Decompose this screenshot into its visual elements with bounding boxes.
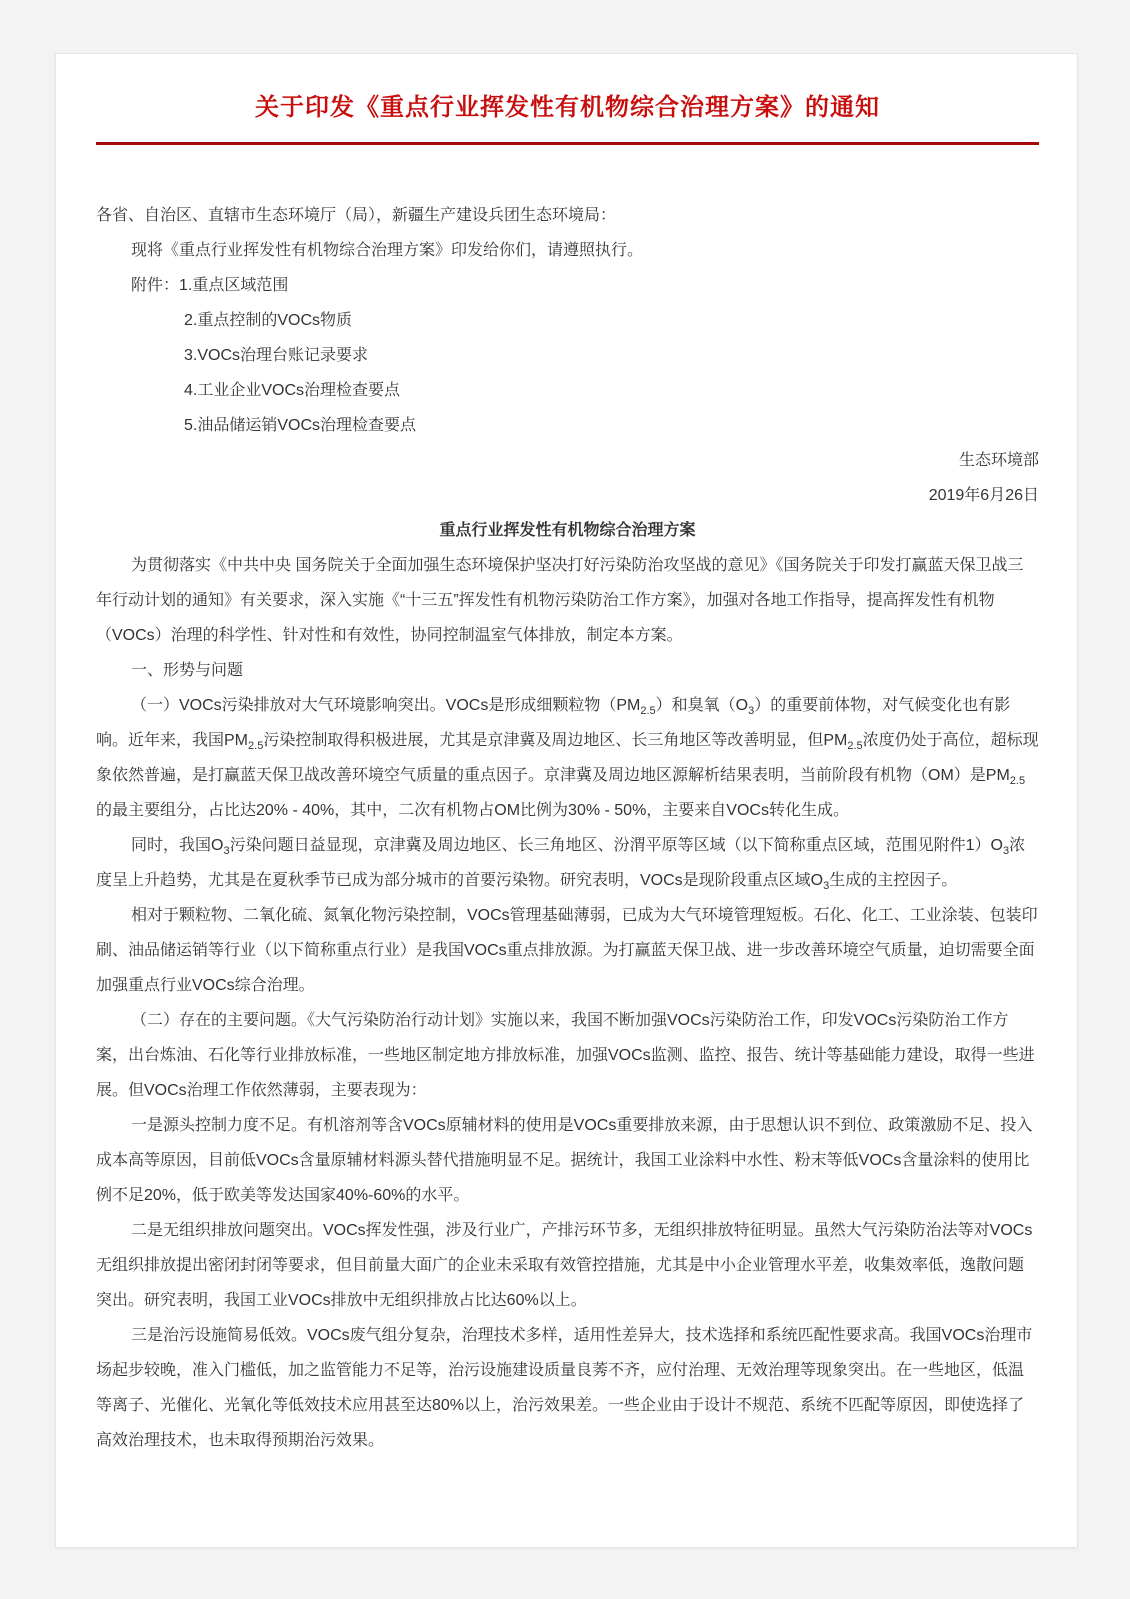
signature-line: 2019年6月26日 <box>928 487 1039 505</box>
document-subtitle: 重点行业挥发性有机物综合治理方案 <box>439 522 696 540</box>
title-divider <box>96 142 1039 145</box>
paragraph: 同时，我国$O_3$污染问题日益显现，京津冀及周边地区、长三角地区、汾渭平原等区域（以下简称重点区域，范围见附件$1)O_3$浓度呈上升趋势，尤其是在夏秋季节已成为部分城市的首要污染物。研究表明，VOCs是现阶段重点区域$O_3$生成的主控因子。 <box>96 837 1026 893</box>
paragraph: 三是治污设施简易低效。VOCs废气组分复杂，治理技术多样，适用性差异大，技术选择和系统匹配性要求高。我国VOCs治理市场起步较晚，准入门槛低，加之监管能力不足等，治污设施建设质量良莠不齐，应付治理、无效治理等现象突出。在一些地区，低温等离子、光催化、光氧化等低效技术应用甚至达80%以上，治污效果差。一些企业由于设计不规范、系统不匹配等原因，即使选择了高效治理技术，也未取得预期治污效果。 <box>96 1327 1033 1450</box>
paragraph: 一是源头控制力度不足。有机溶剂等含VOCs原辅材料的使用是VOCs重要排放来源，由于思想认识不到位、政策激励不足、投入成本高等原因，目前低VOCs含量原辅材料源头替代措施明显不足。据统计，我国工业涂料中水性、粉末等低VOCs含量涂料的使用比例不足20%，低于欧美等发达国家40%-60%的水平。 <box>96 1117 1033 1205</box>
paragraph: 一、形势与问题 <box>131 662 244 680</box>
subscript: 3 <box>223 845 230 858</box>
attachment-item: 4.工业企业VOCs治理检查要点 <box>184 382 401 400</box>
paragraph: 相对于颗粒物、二氧化硫、氮氧化物污染控制，VOCs管理基础薄弱，已成为大气环境管理短板。石化、化工、工业涂装、包装印刷、油品储运销等行业（以下简称重点行业）是我国VOCs重点排放源。为打赢蓝天保卫战、进一步改善环境空气质量，迫切需要全面加强重点行业VOCs综合治理。 <box>96 907 1038 995</box>
article <box>96 198 1039 1458</box>
subscript: 2.5 <box>640 705 656 718</box>
paragraph: 附件：1.重点区域范围 <box>131 277 289 295</box>
document-page <box>55 53 1078 1548</box>
paragraph: （一）VOCs污染排放对大气环境影响突出。VOCs是形成细颗粒物$(PM_{2.5})$和臭氧$(O_3)$的重要前体物，对气候变化也有影响。近年来，我国$PM_{2.5}$污染控制取得积极进展，尤其是京津冀及周边地区、长三角地区等改善明显，但$PM_{2.5}$浓度仍处于高位，超标现象依然普遍，是打赢蓝天保卫战改善环境空气质量的重点因子。京津冀及周边地区源解析结果表明，当前阶段有机物（OM）是$PM_{2.5}$的最主要组分，占比达20% - 40%，其中，二次有机物占OM比例为30% - 50%，主要来自VOCs转化生成。 <box>96 697 1039 820</box>
subscript: 3 <box>823 880 830 893</box>
paragraph: 二是无组织排放问题突出。VOCs挥发性强，涉及行业广，产排污环节多，无组织排放特征明显。虽然大气污染防治法等对VOCs无组织排放提出密闭封闭等要求，但目前量大面广的企业未采取有效管控措施，尤其是中小企业管理水平差，收集效率低，逸散问题突出。研究表明，我国工业VOCs排放中无组织排放占比达60%以上。 <box>96 1222 1033 1310</box>
attachment-item: 3.VOCs治理台账记录要求 <box>184 347 369 365</box>
recipient-line: 各省、自治区、直辖市生态环境厅（局），新疆生产建设兵团生态环境局： <box>96 207 617 225</box>
subscript: 2.5 <box>1009 775 1026 788</box>
attachment-item: 5.油品储运销VOCs治理检查要点 <box>184 417 417 435</box>
document-title: 关于印发《重点行业挥发性有机物综合治理方案》的通知 <box>255 94 880 121</box>
attachment-item: 2.重点控制的VOCs物质 <box>184 312 353 330</box>
paragraph: 现将《重点行业挥发性有机物综合治理方案》印发给你们，请遵照执行。 <box>131 242 644 260</box>
paragraph: 为贯彻落实《中共中央 国务院关于全面加强生态环境保护坚决打好污染防治攻坚战的意见》《国务院关于印发打赢蓝天保卫战三年行动计划的通知》有关要求，深入实施《“十三五”挥发性有机物污染防治工作方案》，加强对各地工作指导，提高挥发性有机物（VOCs）治理的科学性、针对性和有效性，协同控制温室气体排放，制定本方案。 <box>96 557 1024 645</box>
subscript: 3 <box>748 705 755 718</box>
signature-line: 生态环境部 <box>958 452 1039 470</box>
subscript: 3 <box>1002 845 1010 858</box>
paragraph: （二）存在的主要问题。《大气污染防治行动计划》实施以来，我国不断加强VOCs污染防治工作，印发VOCs污染防治工作方案，出台炼油、石化等行业排放标准，一些地区制定地方排放标准，加强VOCs监测、监控、报告、统计等基础能力建设，取得一些进展。但VOCs治理工作依然薄弱，主要表现为： <box>96 1012 1035 1100</box>
subscript: 2.5 <box>847 740 863 753</box>
subscript: 2.5 <box>248 740 264 753</box>
